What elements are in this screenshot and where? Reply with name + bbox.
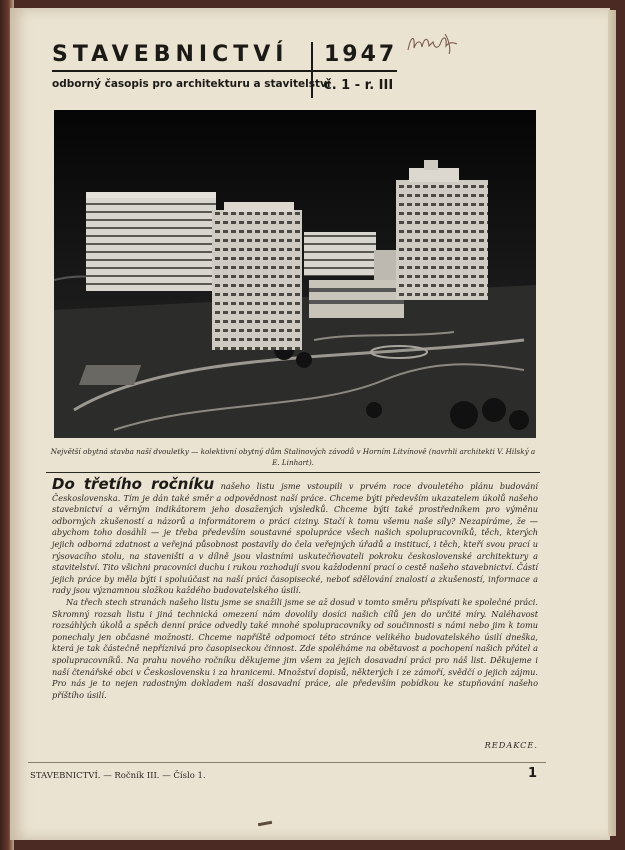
editorial-article [52, 475, 538, 701]
article-heading: Do třetího ročníku [52, 475, 215, 493]
architecture-model-photo [54, 110, 536, 438]
journal-title: STAVEBNICTVÍ [52, 42, 289, 67]
article-paragraph-1-text: našeho listu jsme vstoupili v prvém roce dvouletého plánu budování Československa. Tím je dán také směr a odpovědnost naší práce. Chceme býti především ukazatelem úkolů našeho stavebnictví a věrným indikátorem jeho dosažených výsledků. Chceme býti také prostředníkem pro výměnu odborných zkušeností a názorů a informátorem o práci ciziny. Stačí k tomu všemu naše síly? Nezapíráme, že — abychom toho dosáhli — je třeba především soustavné spolupráce všech našich spolupracovníků, těch, kterých jejich odborná zdatnost a veřejná působnost postavily do čela veřejných úřadů a institucí, i těch, kteří svou prací u rýsovacího stolu, na staveništi a v dílně jsou vlastními uskutečňovateli pokroku československé architektury a stavitelství. Tito všichni pracovníci duchu i rukou rozhodují svou každodenní prací o cestě našeho stavebnictví. Částí jejich práce by měla býti i spoluúčast na naší práci časopisecké, neboť sdělování znalostí a zkušeností, informace a rady jsou významnou složkou každého budovatelského úsilí. [52, 481, 538, 596]
masthead-rule [52, 70, 397, 72]
footer-journal-info: STAVEBNICTVÍ. — Ročník III. — Číslo 1. [30, 771, 206, 781]
page-number: 1 [528, 766, 538, 781]
caption-rule [46, 472, 540, 473]
page-edge [608, 10, 616, 836]
handwritten-signature [405, 30, 465, 58]
issue-number: č. 1 - r. III [324, 78, 394, 93]
photo-caption: Největší obytná stavba naší dvouletky — kolektivní obytný dům Stalinových závodů v Horním Litvínově (navrhli architekti V. Hilský a E. Linhart). [50, 447, 536, 467]
journal-subtitle: odborný časopis pro architekturu a stavitelství [52, 78, 331, 90]
article-paragraph-1 [52, 475, 538, 597]
journal-year: 1947 [324, 42, 398, 67]
footer-rule [28, 762, 546, 763]
article-paragraph-2: Na třech stech stranách našeho listu jsme se snažili jsme se až dosud v tomto směru přispívati ke společné práci. Skromný rozsah listu i jiná technická omezení nám dovolily dosíci našich cílů jen do určité míry. Naléhavost rozsáhlých úkolů a spěch denní práce odvedly také mnohé spolupracovníky od součinnosti s námi nebo jim k tomu ponechaly jen občasné možnosti. Chceme napříště odpomoci této stránce velikého budovatelského úsilí dneška, která je tak částečně nepříznivá pro časopiseckou činnost. Zde spoléháme na obětavost a pochopení našich přátel a spolupracovníků. Na prahu nového ročníku děkujeme jim všem za jejich dosavadní práci pro náš list. Děkujeme i naší čtenářské obci v Československu i za hranicemi. Množství dopisů, některých i ze zámoří, svědčí o jejich zájmu. Pro nás je to nejen radostným dokladem naší dosavadní práce, ale především pobídkou ke stupňování našeho příštího úsilí. [52, 596, 538, 700]
editorial-signature: REDAKCE. [484, 740, 538, 750]
